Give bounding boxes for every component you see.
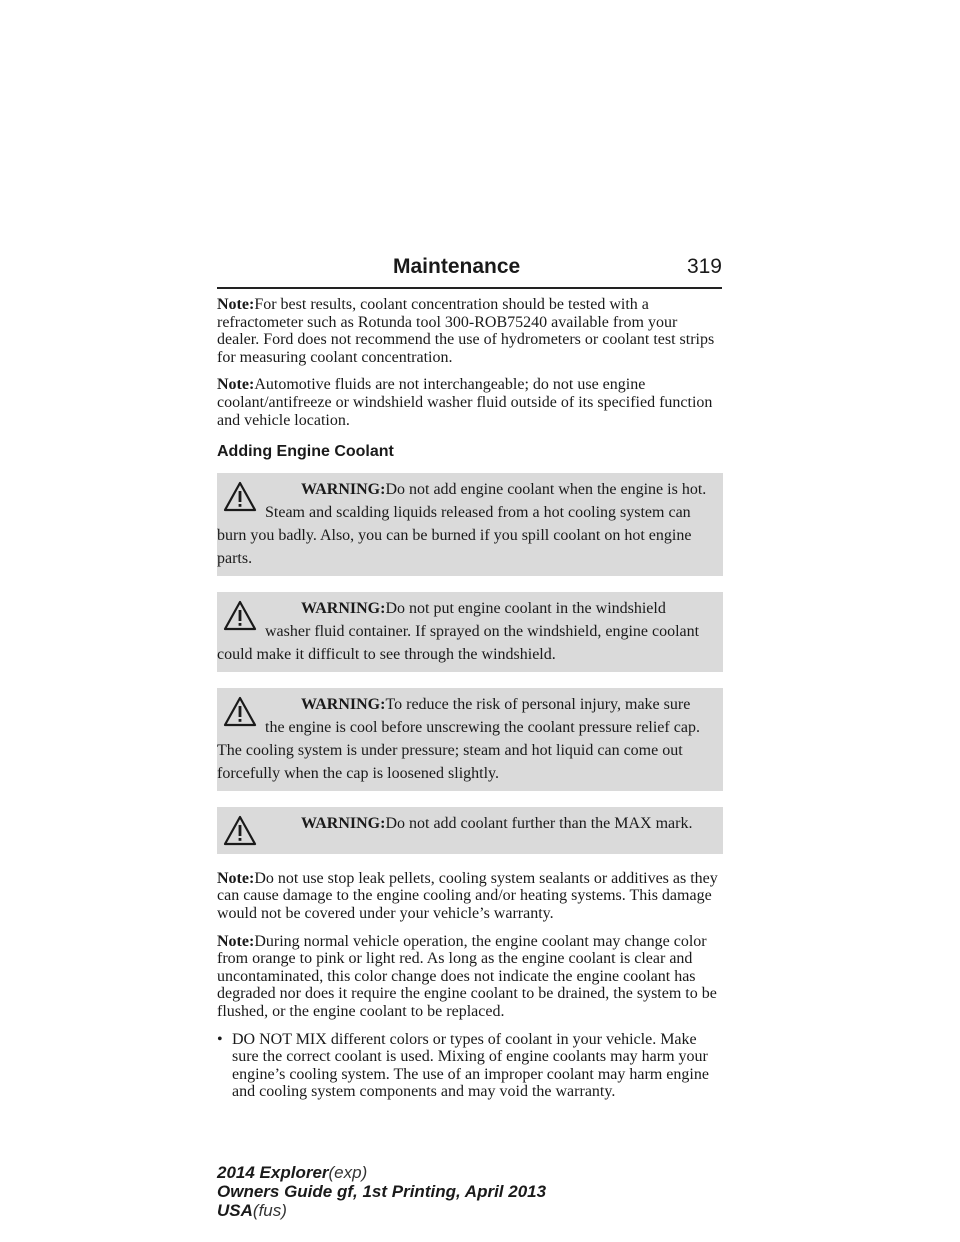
footer-model-code: (exp) — [328, 1163, 368, 1182]
section-title: Maintenance — [393, 255, 521, 278]
footer-market: USA — [217, 1201, 253, 1220]
page-number: 319 — [686, 255, 722, 278]
bullet-item — [217, 1031, 723, 1101]
note-label: Note: — [217, 376, 255, 394]
note-text: Do not use stop leak pellets, cooling system sealants or additives as they can cause damage to the engine cooling and/or heating systems. This damage would not be covered under your vehicle’s warranty. — [217, 869, 718, 922]
warning-label: WARNING: — [301, 480, 386, 498]
bullet-symbol: • — [217, 1030, 223, 1048]
warning-triangle-icon — [223, 814, 257, 848]
warning-text: Do not put engine coolant in the windshield washer fluid container. If sprayed on the windshield, engine coolant could make it difficult to see through the windshield. — [217, 599, 700, 663]
warning-text: To reduce the risk of personal injury, make sure the engine is cool before unscrewing the coolant pressure relief cap. The cooling system is under pressure; steam and hot liquid can come out forcefully when the cap is loosened slightly. — [217, 695, 700, 782]
note-label: Note: — [217, 932, 255, 950]
note-label: Note: — [217, 869, 255, 887]
warning-triangle-icon — [223, 695, 257, 729]
note-paragraph — [217, 870, 723, 923]
note-paragraph — [217, 296, 723, 366]
warning-triangle-icon — [223, 480, 257, 514]
note-paragraph — [217, 933, 723, 1021]
footer-market-code: (fus) — [252, 1201, 287, 1220]
page-footer — [217, 1163, 546, 1220]
warning-box — [217, 473, 723, 576]
note-text: Automotive fluids are not interchangeable; do not use engine coolant/antifreeze or windshield washer fluid outside of its specified function and vehicle location. — [217, 376, 713, 429]
page-content — [217, 296, 723, 1101]
bullet-text: DO NOT MIX different colors or types of coolant in your vehicle. Make sure the correct coolant is used. Mixing of engine coolants may harm your engine’s cooling system. The use of an improper coolant may harm engine and cooling system components and may void the warranty. — [232, 1030, 709, 1101]
warning-text: Do not add coolant further than the MAX mark. — [385, 814, 693, 832]
note-label: Note: — [217, 296, 255, 313]
note-paragraph — [217, 376, 723, 429]
note-text: For best results, coolant concentration should be tested with a refractometer such as Rotunda tool 300-ROB75240 available from your dealer. Ford does not recommend the use of hydrometers or coolant test strips for measuring coolant concentration. — [217, 296, 715, 366]
warning-box — [217, 807, 723, 854]
warning-label: WARNING: — [301, 814, 386, 832]
warning-triangle-icon — [223, 599, 257, 633]
warning-label: WARNING: — [301, 599, 386, 617]
warning-label: WARNING: — [301, 695, 386, 713]
page-header — [217, 253, 722, 289]
warning-text: Do not add engine coolant when the engine is hot. Steam and scalding liquids released from a hot cooling system can burn you badly. Also, you can be burned if you spill coolant on hot engine parts. — [217, 480, 707, 567]
footer-line-3 — [217, 1201, 546, 1220]
warning-box — [217, 592, 723, 672]
warning-box — [217, 688, 723, 791]
note-text: During normal vehicle operation, the engine coolant may change color from orange to pink or light red. As long as the engine coolant is clear and uncontaminated, this color change does not indicate the engine coolant has degraded nor does it require the engine coolant to be drained, the system to be flushed, or the engine coolant to be replaced. — [217, 932, 717, 1020]
footer-line-2: Owners Guide gf, 1st Printing, April 2013 — [217, 1182, 547, 1201]
footer-model: 2014 Explorer — [217, 1163, 329, 1182]
footer-line-1 — [217, 1163, 546, 1182]
section-heading: Adding Engine Coolant — [217, 443, 394, 461]
